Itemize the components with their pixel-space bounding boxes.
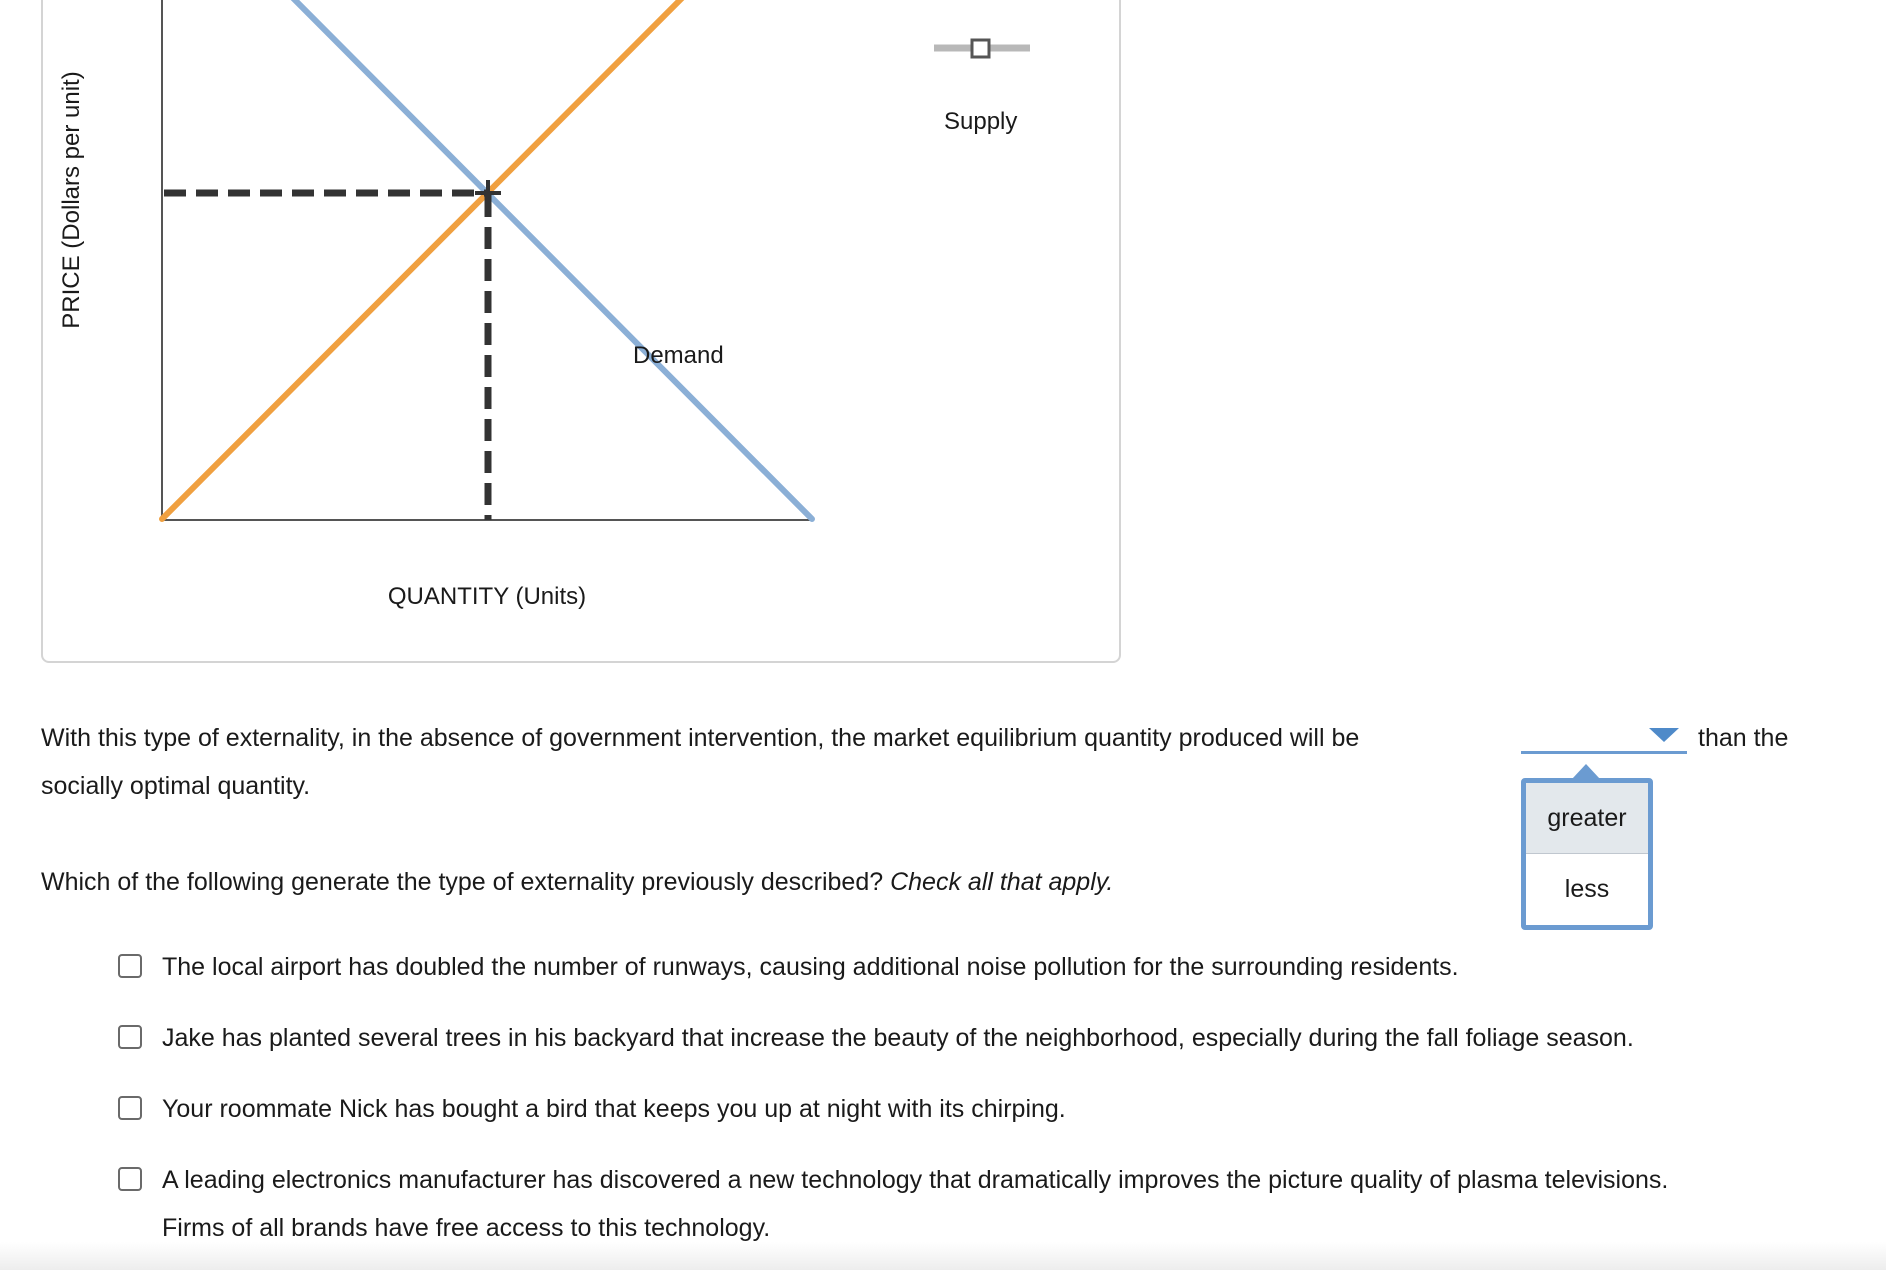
supply-curve [162, 0, 690, 519]
legend-supply-label: Supply [944, 108, 1018, 135]
question2-prompt [41, 858, 1113, 906]
option-label: Your roommate Nick has bought a bird that keeps you up at night with its chirping. [162, 1095, 1066, 1123]
supply-legend-tool[interactable] [932, 38, 1032, 62]
option-bird-chirping[interactable] [118, 1085, 1066, 1133]
option-tv-technology[interactable] [118, 1156, 1668, 1252]
x-axis-label: QUANTITY (Units) [387, 583, 587, 610]
question2-prompt-text: Which of the following generate the type of externality previously described? [41, 868, 884, 896]
option-label-line1: A leading electronics manufacturer has discovered a new technology that dramatically improves the picture quality of plasma televisions. [162, 1166, 1669, 1194]
dropdown-option-less[interactable]: less [1564, 875, 1610, 903]
question1-tail-text: than the [1698, 724, 1789, 752]
checkbox[interactable] [118, 1096, 142, 1120]
question2-instruction: Check all that apply. [890, 868, 1114, 896]
y-axis-label: PRICE (Dollars per unit) [58, 71, 85, 329]
option-trees-beauty[interactable] [118, 1014, 1634, 1062]
dropdown-menu [1521, 778, 1653, 930]
dropdown-option-greater[interactable]: greater [1526, 783, 1648, 854]
demand-curve-label: Demand [633, 342, 724, 369]
question1-text-continued: socially optimal quantity. [41, 772, 311, 800]
option-airport-noise[interactable] [118, 943, 1459, 991]
checkbox[interactable] [118, 1167, 142, 1191]
dropdown-pointer [1572, 764, 1600, 779]
bottom-fade [0, 1242, 1886, 1270]
demand-curve [285, 0, 812, 519]
option-label: Jake has planted several trees in his backyard that increase the beauty of the neighborhood, especially during the fall foliage season. [162, 1024, 1634, 1052]
option-label-line2: Firms of all brands have free access to this technology. [162, 1214, 771, 1242]
question1-text: With this type of externality, in the absence of government intervention, the market equilibrium quantity produced will be [41, 724, 1360, 752]
square-marker-icon [972, 40, 989, 57]
option-label: The local airport has doubled the number of runways, causing additional noise pollution for the surrounding residents. [162, 953, 1459, 981]
option-label [162, 1156, 1668, 1252]
caret-down-icon [1649, 728, 1679, 742]
externality-dropdown[interactable] [1521, 718, 1687, 754]
checkbox[interactable] [118, 1025, 142, 1049]
checkbox[interactable] [118, 954, 142, 978]
